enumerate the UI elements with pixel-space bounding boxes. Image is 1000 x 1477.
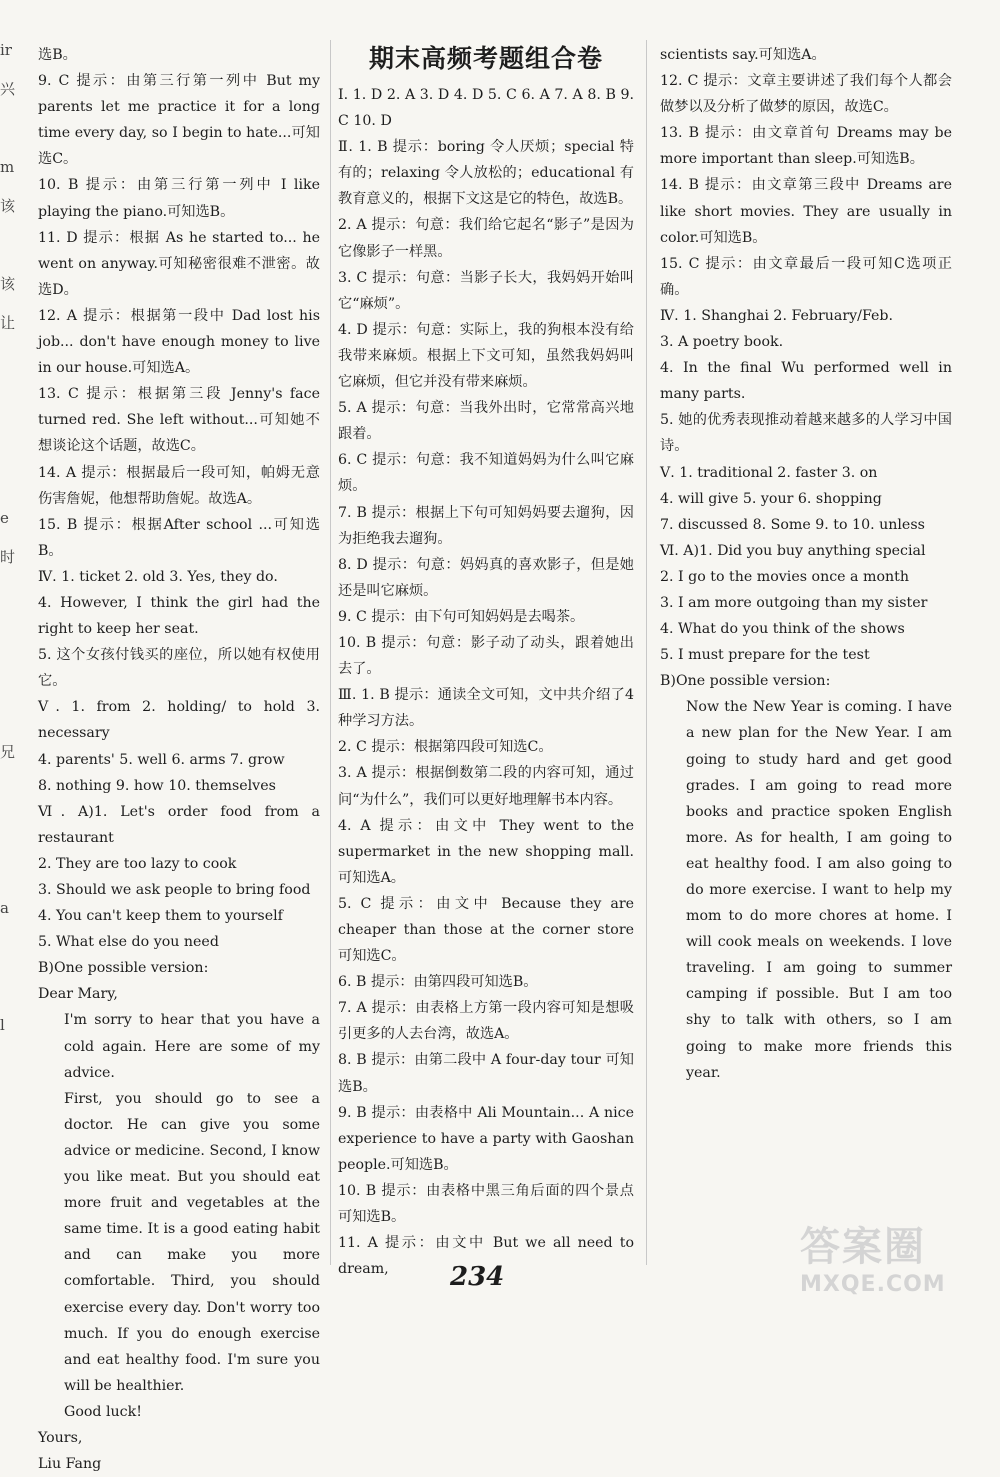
edge-fragment bbox=[0, 1093, 18, 1132]
edge-fragment: 兴 bbox=[0, 80, 16, 98]
edge-fragment bbox=[0, 1210, 18, 1249]
watermark-url: MXQE.COM bbox=[800, 1272, 946, 1297]
answer-line: 4. However, I think the girl had the right to keep her seat. bbox=[38, 594, 320, 638]
answer-line: 5. A 提示：句意：当我外出时，它常常高兴地跟着。 bbox=[338, 400, 634, 443]
answer-line: 3. A poetry book. bbox=[660, 334, 784, 351]
watermark bbox=[800, 1215, 990, 1295]
answer-line: 10. B 提示：句意：影子动了动头，跟着她出去了。 bbox=[338, 634, 634, 678]
answer-line: 3. I am more outgoing than my sister bbox=[660, 594, 928, 611]
edge-fragment bbox=[0, 625, 18, 664]
answer-line: B)One possible version: bbox=[660, 673, 831, 690]
answer-line: 6. B 提示：由第四段可知选B。 bbox=[338, 974, 538, 991]
edge-fragment bbox=[0, 235, 18, 274]
answer-line: Ⅳ. 1. ticket 2. old 3. Yes, they do. bbox=[38, 568, 278, 585]
edge-fragment bbox=[0, 469, 18, 508]
answer-line: Ⅳ. 1. Shanghai 2. February/Feb. bbox=[660, 307, 894, 324]
answer-line: 2. A 提示：句意：我们给它起名“影子”是因为它像影子一样黑。 bbox=[338, 217, 634, 260]
answer-line: Ⅰ. 1. D 2. A 3. D 4. D 5. C 6. A 7. A 8. B 9. C 10. D bbox=[338, 87, 634, 130]
answer-line: 6. C 提示：句意：我不知道妈妈为什么叫它麻烦。 bbox=[338, 452, 634, 495]
edge-fragment bbox=[0, 118, 18, 157]
answer-line: Ⅲ. 1. B 提示：通读全文可知，文中共介绍了4种学习方法。 bbox=[338, 687, 634, 730]
answer-line: 4. What do you think of the shows bbox=[660, 621, 905, 638]
answer-line: 14. A 提示：根据最后一段可知，帕姆无意伤害詹妮，他想帮助詹妮。故选A。 bbox=[38, 464, 320, 507]
edge-fragment: e bbox=[0, 509, 9, 527]
answer-line: Ⅵ. A)1. Did you buy anything special bbox=[660, 542, 926, 559]
left-edge-cropped-text bbox=[0, 40, 18, 1270]
edge-fragment: l bbox=[0, 1016, 5, 1034]
answer-column-middle bbox=[338, 42, 634, 1282]
answer-line: B)One possible version: bbox=[38, 960, 209, 977]
answer-line: 7. B 提示：根据上下句可知妈妈要去遛狗，因为拒绝我去遛狗。 bbox=[338, 504, 634, 547]
answer-line: 5. 她的优秀表现推动着越来越多的人学习中国诗。 bbox=[660, 412, 952, 455]
answer-line: 4. A 提示：由文中 They went to the supermarket in the new shopping mall.可知选A。 bbox=[338, 817, 634, 886]
edge-fragment bbox=[0, 586, 18, 625]
edge-fragment: m bbox=[0, 158, 15, 176]
edge-fragment bbox=[0, 1132, 18, 1171]
page-number: 234 bbox=[450, 1262, 505, 1292]
answer-line: 4. will give 5. your 6. shopping bbox=[660, 490, 882, 507]
answer-line: 13. C 提示：根据第三段 Jenny's face turned red. She left without...可知她不想谈论这个话题，故选C。 bbox=[38, 386, 320, 455]
answer-line: I'm sorry to hear that you have a cold again. Here are some of my advice. bbox=[64, 1012, 320, 1081]
answer-line: 4. D 提示：句意：实际上，我的狗根本没有给我带来麻烦。根据上下文可知，虽然我妈妈叫它麻烦，但它并没有带来麻烦。 bbox=[338, 321, 634, 391]
edge-fragment bbox=[0, 859, 18, 898]
answer-line: Ⅱ. 1. B 提示：boring 令人厌烦；special 特有的；relaxing 令人放松的；educational 有教育意义的，根据下文这是它的特色，故选B。 bbox=[338, 139, 634, 208]
edge-fragment: ir bbox=[0, 41, 12, 59]
edge-fragment bbox=[0, 1054, 18, 1093]
edge-fragment: 兄 bbox=[0, 743, 16, 761]
edge-fragment bbox=[0, 937, 18, 976]
answer-line: Ⅵ. A)1. Let's order food from a restaurant bbox=[38, 803, 320, 846]
answer-line: 4. You can't keep them to yourself bbox=[38, 908, 283, 925]
answer-line: 13. B 提示：由文章首句 Dreams may be more important than sleep.可知选B。 bbox=[660, 125, 952, 168]
column-divider bbox=[330, 40, 331, 1265]
edge-fragment: 该 bbox=[0, 197, 16, 215]
edge-fragment bbox=[0, 820, 18, 859]
answer-line: First, you should go to see a doctor. He can give you some advice or medicine. Second, I know you like meat. But you should eat more fruit and vegetables at the same time. It is a good eating habit and can make you more comfortable. Third, you should exercise every day. Don't worry too much. If you do enough exercise and eat healthy food. I'm sure you will be healthier. bbox=[64, 1090, 320, 1394]
answer-line: 2. I go to the movies once a month bbox=[660, 568, 909, 585]
answer-line: Good luck! bbox=[64, 1403, 142, 1420]
edge-fragment bbox=[0, 664, 18, 703]
edge-fragment: 让 bbox=[0, 314, 16, 332]
answer-line: 12. C 提示：文章主要讲述了我们每个人都会做梦以及分析了做梦的原因，故选C。 bbox=[660, 73, 952, 116]
answer-line: 2. C 提示：根据第四段可知选C。 bbox=[338, 739, 553, 756]
answer-line: 14. B 提示：由文章第三段中 Dreams are like short movies. They are usually in color.可知选B。 bbox=[660, 177, 952, 246]
answer-line: Ⅴ. 1. from 2. holding/ to hold 3. necessary bbox=[38, 699, 320, 742]
answer-line: 5. C 提示：由文中 Because they are cheaper than those at the corner store 可知选C。 bbox=[338, 895, 634, 965]
answer-line: 9. B 提示：由表格中 Ali Mountain... A nice experience to have a party with Gaoshan people.可知选B。 bbox=[338, 1104, 634, 1173]
answer-column-left bbox=[38, 42, 320, 1477]
answer-line: scientists say.可知选A。 bbox=[660, 47, 826, 63]
column-divider bbox=[646, 40, 647, 1265]
answer-line: Now the New Year is coming. I have a new plan for the New Year. I am going to study hard and get good grades. I am going to read more books and practice spoken English more. As for health, I am going to eat healthy food. I am also going to do more exercise. I want to help my mom to do more chores at home. I will cook meals on weekends. I love traveling. I am going to summer camping if possible. But I am too shy to talk with others, so I am going to make more friends this year. bbox=[686, 699, 952, 1081]
answer-line: 5. I must prepare for the test bbox=[660, 647, 870, 664]
answer-line: 7. discussed 8. Some 9. to 10. unless bbox=[660, 516, 925, 533]
answer-line: Dear Mary, bbox=[38, 986, 118, 1003]
answer-line: 选B。 bbox=[38, 47, 77, 63]
answer-line: 15. B 提示：根据After school ...可知选B。 bbox=[38, 516, 320, 559]
page-title: 期末高频考题组合卷 bbox=[368, 44, 603, 73]
answer-line: 7. A 提示：由表格上方第一段内容可知是想吸引更多的人去台湾，故选A。 bbox=[338, 1000, 634, 1043]
edge-fragment bbox=[0, 1249, 18, 1270]
answer-line: 11. D 提示：根据 As he started to... he went on anyway.可知秘密很难不泄密。故选D。 bbox=[38, 229, 320, 298]
answer-line: Ⅴ. 1. traditional 2. faster 3. on bbox=[660, 464, 878, 481]
answer-line: Yours, bbox=[38, 1429, 83, 1446]
answer-line: 3. A 提示：根据倒数第二段的内容可知，通过问“为什么”，我们可以更好地理解书本内容。 bbox=[338, 765, 634, 808]
watermark-logo: 答案圈 bbox=[800, 1224, 926, 1270]
edge-fragment: a bbox=[0, 899, 9, 917]
answer-line: 8. nothing 9. how 10. themselves bbox=[38, 777, 276, 794]
answer-line: 12. A 提示：根据第一段中 Dad lost his job... don't have enough money to live in our house.可知选A。 bbox=[38, 307, 320, 377]
answer-line: 5. What else do you need bbox=[38, 934, 219, 951]
answer-line: 4. parents' 5. well 6. arms 7. grow bbox=[38, 751, 285, 768]
edge-fragment bbox=[0, 703, 18, 742]
edge-fragment bbox=[0, 976, 18, 1015]
edge-fragment bbox=[0, 781, 18, 820]
answer-line: 8. B 提示：由第二段中 A four-day tour 可知选B。 bbox=[338, 1052, 634, 1095]
edge-fragment bbox=[0, 430, 18, 469]
answer-line: 10. B 提示：由第三行第一列中 I like playing the piano.可知选B。 bbox=[38, 177, 320, 220]
answer-column-right bbox=[660, 42, 952, 1086]
answer-line: 3. C 提示：句意：当影子长大，我妈妈开始叫它“麻烦”。 bbox=[338, 269, 634, 312]
answer-line: 2. They are too lazy to cook bbox=[38, 855, 237, 872]
answer-line: 10. B 提示：由表格中黑三角后面的四个景点可知选B。 bbox=[338, 1182, 634, 1226]
answer-line: Liu Fang bbox=[38, 1456, 102, 1473]
answer-line: 4. In the final Wu performed well in many parts. bbox=[660, 360, 952, 403]
edge-fragment bbox=[0, 352, 18, 391]
answer-line: 3. Should we ask people to bring food bbox=[38, 882, 311, 898]
answer-line: 8. D 提示：句意：妈妈真的喜欢影子，但是她还是叫它麻烦。 bbox=[338, 556, 634, 599]
answer-line: 11. A 提示：由文中 But we all need to dream, bbox=[338, 1235, 634, 1278]
answer-line: 5. 这个女孩付钱买的座位，所以她有权使用它。 bbox=[38, 647, 320, 690]
edge-fragment bbox=[0, 1171, 18, 1210]
answer-line: 9. C 提示：由下句可知妈妈是去喝茶。 bbox=[338, 608, 585, 625]
answer-line: 15. C 提示：由文章最后一段可知C选项正确。 bbox=[660, 255, 952, 298]
edge-fragment bbox=[0, 391, 18, 430]
answer-line: 9. C 提示：由第三行第一列中 But my parents let me practice it for a long time every day, so I begin to hate...可知选C。 bbox=[38, 73, 320, 168]
edge-fragment: 该 bbox=[0, 275, 16, 293]
edge-fragment: 时 bbox=[0, 548, 16, 566]
